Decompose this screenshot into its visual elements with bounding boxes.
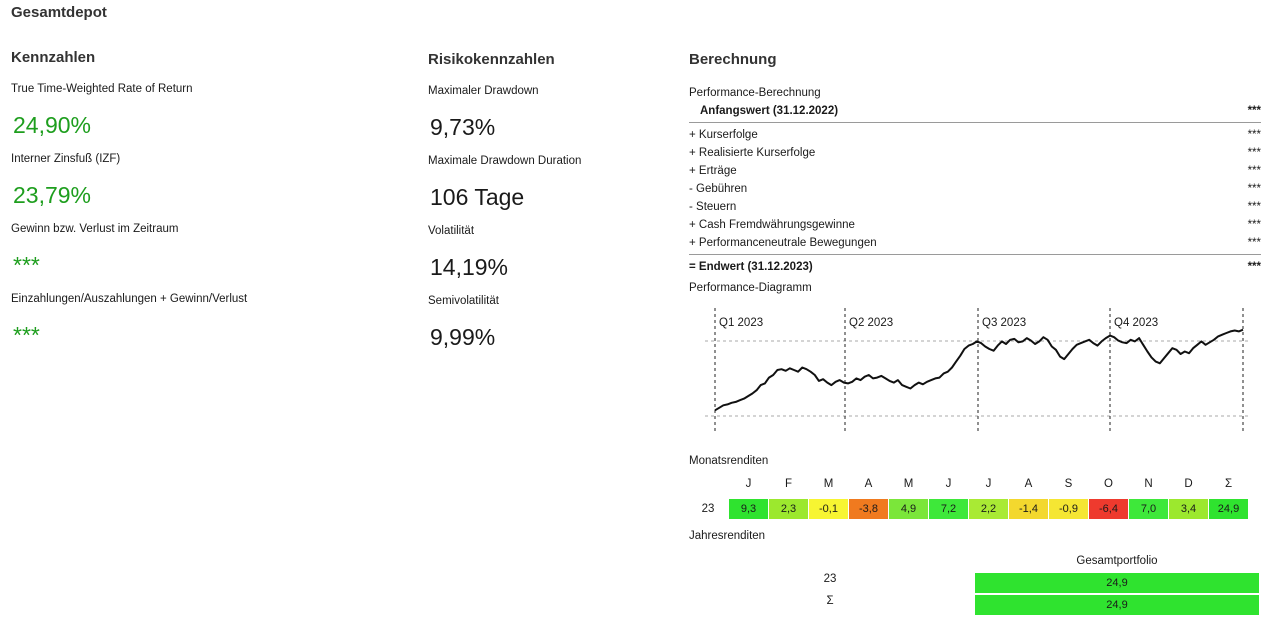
month-header: O: [1104, 478, 1113, 490]
twr-value: 24,90%: [13, 112, 92, 138]
calc-end-value: ***: [1247, 261, 1261, 273]
chart-quarter-label: Q4 2023: [1114, 317, 1159, 329]
semivolatilitaet-label: Semivolatilität: [428, 295, 499, 307]
month-header: J: [945, 478, 952, 490]
semivolatilitaet-value: 9,99%: [430, 324, 496, 350]
jahresrenditen-cell: 24,9: [975, 573, 1259, 593]
month-header: S: [1064, 478, 1073, 490]
calc-row-cash-fremdwaehrung: [689, 216, 1261, 234]
calc-row-label: + Performanceneutrale Bewegungen: [689, 237, 877, 249]
performance-calculation: [689, 84, 1261, 276]
drawdown-duration-label: Maximale Drawdown Duration: [428, 155, 582, 167]
month-return-cell: -0,9: [1049, 499, 1088, 519]
izf-value: 23,79%: [13, 182, 92, 208]
chart-quarter-label: Q2 2023: [849, 317, 894, 329]
calc-row-label: - Gebühren: [689, 183, 748, 195]
berechnung-title: Berechnung: [689, 51, 777, 68]
calc-row-label: + Kurserfolge: [689, 129, 758, 141]
jahresrenditen-column-header: Gesamtportfolio: [1076, 555, 1158, 567]
calc-divider-top: [689, 122, 1261, 123]
month-return-cell: -3,8: [849, 499, 888, 519]
risiko-title: Risikokennzahlen: [428, 51, 555, 68]
calc-row-label: + Erträge: [689, 165, 737, 177]
gewinn-value: ***: [13, 252, 40, 278]
performance-chart: [705, 300, 1250, 435]
calc-row-value: ***: [1247, 237, 1261, 249]
chart-quarter-label: Q3 2023: [982, 317, 1027, 329]
drawdown-duration-value: 106 Tage: [430, 184, 525, 210]
calc-row-ertraege: [689, 162, 1261, 180]
calc-row-value: ***: [1247, 183, 1261, 195]
calc-row-start: [689, 102, 1261, 120]
calc-row-label: + Cash Fremdwährungsgewinne: [689, 219, 855, 231]
calc-row-kurserfolge: [689, 126, 1261, 144]
month-return-cell: 3,4: [1169, 499, 1208, 519]
month-return-cell: 2,2: [969, 499, 1008, 519]
page-title: Gesamtdepot: [11, 4, 107, 21]
month-return-cell: 24,9: [1209, 499, 1248, 519]
calc-row-value: ***: [1247, 147, 1261, 159]
month-header: J: [745, 478, 752, 490]
calc-start-value: ***: [1247, 105, 1261, 117]
month-return-cell: 2,3: [769, 499, 808, 519]
calc-row-label: + Realisierte Kurserfolge: [689, 147, 816, 159]
monatsrenditen-year: 23: [701, 503, 715, 515]
calc-row-value: ***: [1247, 201, 1261, 213]
month-header: J: [985, 478, 992, 490]
twr-label: True Time-Weighted Rate of Return: [11, 83, 193, 95]
month-return-cell: 7,0: [1129, 499, 1168, 519]
month-header: N: [1144, 478, 1153, 490]
month-header: Σ: [1224, 478, 1233, 490]
calc-row-value: ***: [1247, 219, 1261, 231]
performance-diagram-label: Performance-Diagramm: [689, 282, 812, 294]
month-header: M: [823, 478, 834, 490]
calc-row-value: ***: [1247, 129, 1261, 141]
kennzahlen-title: Kennzahlen: [11, 49, 96, 66]
jahresrenditen-row-label: 23: [823, 573, 837, 585]
jahresrenditen-sum-label: Σ: [826, 595, 834, 607]
drawdown-label: Maximaler Drawdown: [428, 85, 539, 97]
month-header: D: [1184, 478, 1193, 490]
calc-start-label: Anfangswert (31.12.2022): [700, 105, 839, 117]
volatilitaet-value: 14,19%: [430, 254, 509, 280]
month-header: M: [903, 478, 914, 490]
gewinn-label: Gewinn bzw. Verlust im Zeitraum: [11, 223, 179, 235]
month-header: A: [864, 478, 873, 490]
month-return-cell: 7,2: [929, 499, 968, 519]
calc-row-value: ***: [1247, 165, 1261, 177]
jahresrenditen-title: Jahresrenditen: [689, 530, 766, 542]
calc-row-steuern: [689, 198, 1261, 216]
month-return-cell: 9,3: [729, 499, 768, 519]
monatsrenditen-title: Monatsrenditen: [689, 455, 769, 467]
performance-line: [715, 330, 1243, 411]
calc-row-realisierte-kurserfolge: [689, 144, 1261, 162]
einzahlungen-value: ***: [13, 322, 40, 348]
chart-quarter-label: Q1 2023: [719, 317, 764, 329]
monatsrenditen-grid: [689, 478, 1249, 520]
month-return-cell: -0,1: [809, 499, 848, 519]
calc-row-label: - Steuern: [689, 201, 737, 213]
month-return-cell: 4,9: [889, 499, 928, 519]
calc-row-gebuehren: [689, 180, 1261, 198]
chart-quarter-labels: [719, 317, 1158, 329]
izf-label: Interner Zinsfuß (IZF): [11, 153, 121, 165]
drawdown-value: 9,73%: [430, 114, 496, 140]
calc-end-label: = Endwert (31.12.2023): [689, 261, 813, 273]
calc-row-performanceneutral: [689, 234, 1261, 252]
month-return-cell: -1,4: [1009, 499, 1048, 519]
performance-calc-title: Performance-Berechnung: [689, 87, 821, 99]
calc-divider-bottom: [689, 254, 1261, 255]
calc-row-end: [689, 258, 1261, 276]
jahresrenditen-sum-cell: 24,9: [975, 595, 1259, 615]
volatilitaet-label: Volatilität: [428, 225, 475, 237]
month-header: A: [1024, 478, 1033, 490]
performance-calc-label: [689, 84, 1261, 102]
month-header: F: [784, 478, 793, 490]
einzahlungen-label: Einzahlungen/Auszahlungen + Gewinn/Verlust: [11, 293, 248, 305]
month-return-cell: -6,4: [1089, 499, 1128, 519]
